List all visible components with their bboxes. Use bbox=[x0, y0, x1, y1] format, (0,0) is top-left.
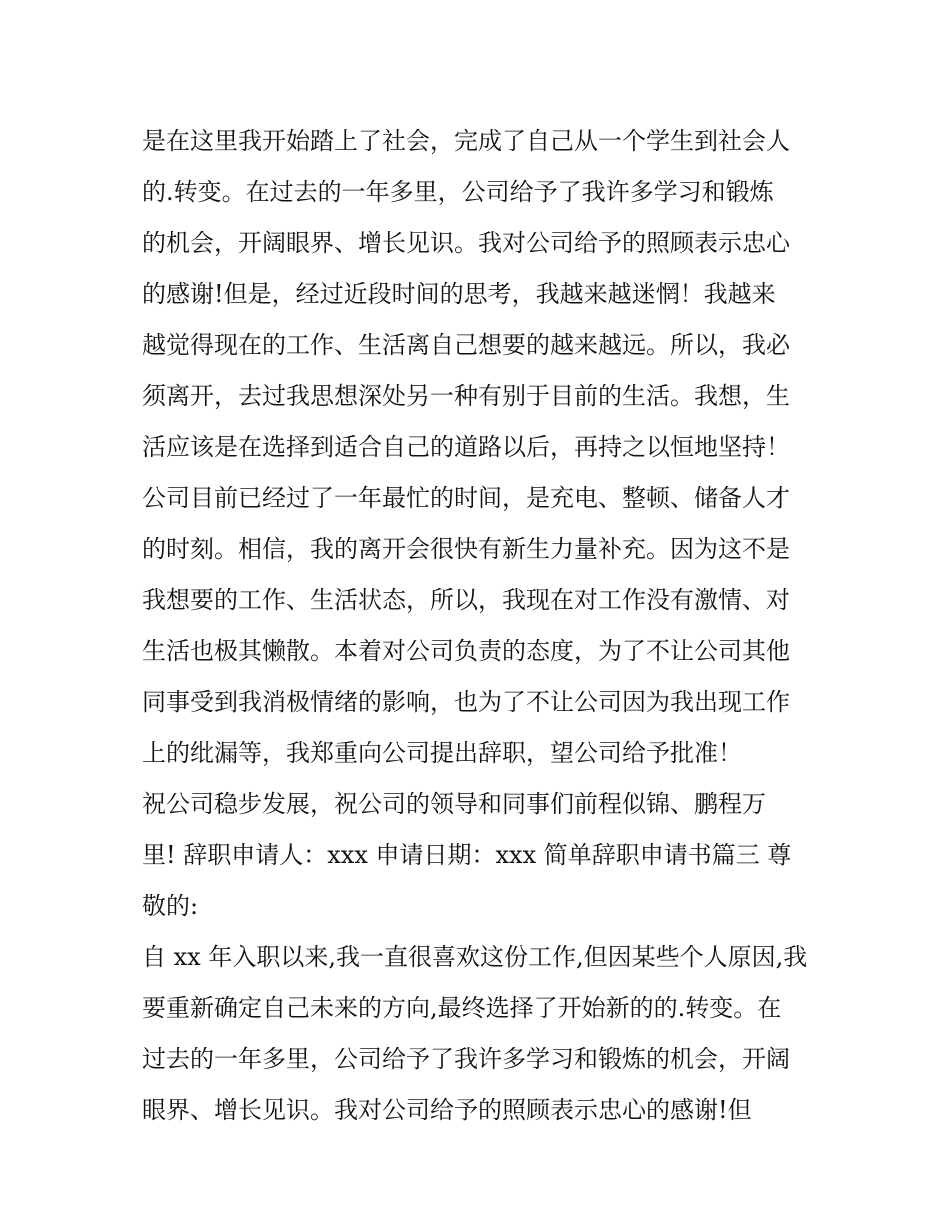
text-line-10: 我想要的工作、生活状态，所以，我现在对工作没有激情、对 bbox=[142, 586, 790, 614]
text-line-13: 上的纰漏等，我郑重向公司提出辞职，望公司给予批准！ bbox=[142, 739, 742, 767]
text-line-8: 公司目前已经过了一年最忙的时间，是充电、整顿、储备人才 bbox=[142, 484, 790, 512]
text-line-17: 自 xx 年入职以来,我一直很喜欢这份工作,但因某些个人原因,我 bbox=[142, 943, 808, 971]
text-line-11: 生活也极其懒散。本着对公司负责的态度，为了不让公司其他 bbox=[142, 637, 790, 665]
text-line-2: 的.转变。在过去的一年多里，公司给予了我许多学习和锻炼 bbox=[142, 178, 774, 206]
text-line-3: 的机会，开阔眼界、增长见识。我对公司给予的照顾表示忠心 bbox=[142, 229, 790, 257]
document-body bbox=[142, 116, 814, 1136]
text-line-14: 祝公司稳步发展，祝公司的领导和同事们前程似锦、鹏程万 bbox=[142, 790, 766, 818]
text-line-5: 越觉得现在的工作、生活离自己想要的越来越远。所以，我必 bbox=[142, 331, 790, 359]
text-line-12: 同事受到我消极情绪的影响，也为了不让公司因为我出现工作 bbox=[142, 688, 790, 716]
text-line-6: 须离开，去过我思想深处另一种有别于目前的生活。我想，生 bbox=[142, 382, 790, 410]
text-line-7: 活应该是在选择到适合自己的道路以后，再持之以恒地坚持！ bbox=[142, 433, 790, 461]
text-line-15: 里! 辞职申请人：xxx 申请日期：xxx 简单辞职申请书篇三 尊 bbox=[142, 841, 792, 869]
text-line-4: 的感谢!但是，经过近段时间的思考，我越来越迷惘！我越来 bbox=[142, 280, 776, 308]
text-line-19: 过去的一年多里，公司给予了我许多学习和锻炼的机会，开阔 bbox=[142, 1045, 790, 1073]
text-line-9: 的时刻。相信，我的离开会很快有新生力量补充。因为这不是 bbox=[142, 535, 790, 563]
text-line-20: 眼界、增长见识。我对公司给予的照顾表示忠心的感谢!但 bbox=[142, 1096, 752, 1124]
text-line-18: 要重新确定自己未来的方向,最终选择了开始新的的.转变。在 bbox=[142, 994, 782, 1022]
text-line-16: 敬的: bbox=[142, 892, 199, 920]
text-line-1: 是在这里我开始踏上了社会，完成了自己从一个学生到社会人 bbox=[142, 127, 790, 155]
